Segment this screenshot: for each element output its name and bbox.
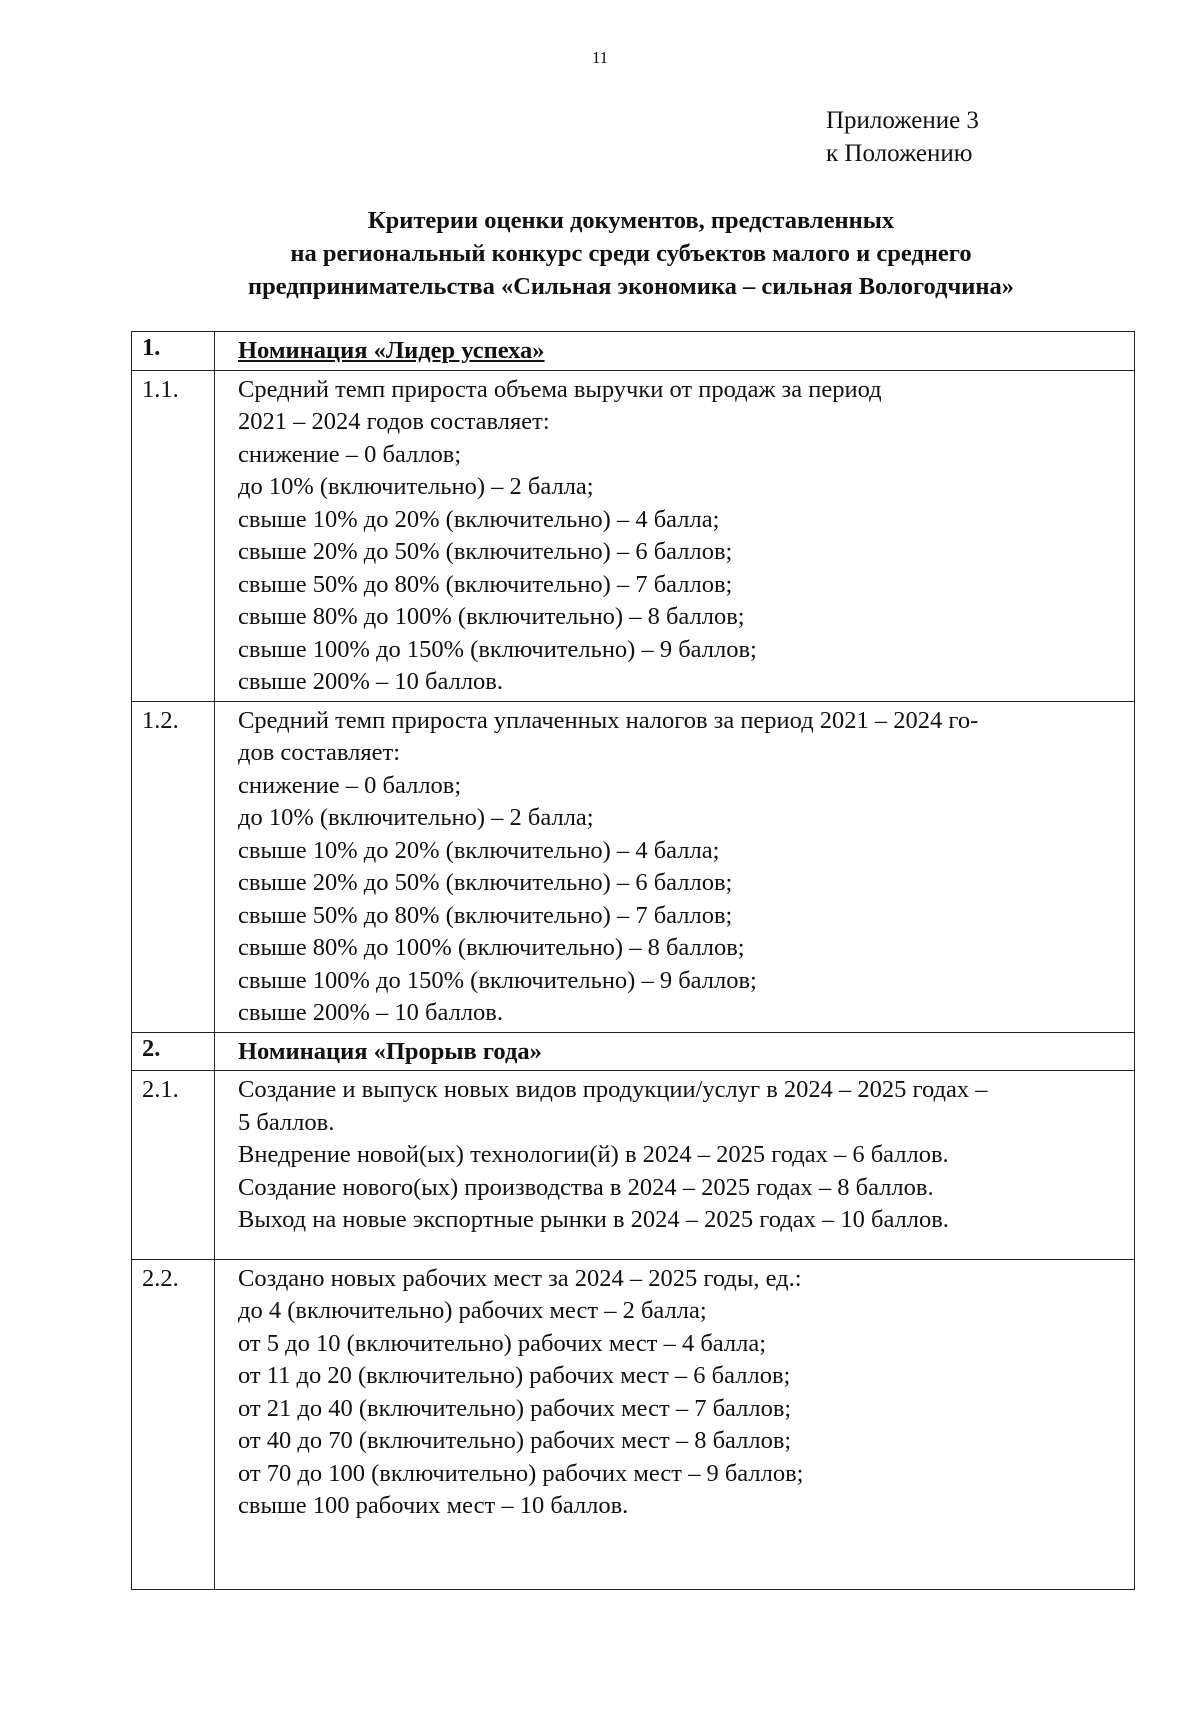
criterion-line: свыше 10% до 20% (включительно) – 4 балла; (238, 836, 720, 864)
appendix-reference (826, 104, 979, 170)
criterion-number: 1.1. (132, 370, 215, 701)
nomination-number: 1. (132, 332, 215, 371)
title-line-2: на региональный конкурс среди субъектов малого и среднего (290, 240, 972, 267)
criterion-line: Создание и выпуск новых видов продукции/услуг в 2024 – 2025 годах – (238, 1076, 988, 1103)
criterion-line: 2021 – 2024 годов составляет: (238, 408, 550, 435)
document-title (0, 204, 1200, 303)
criterion-line: до 4 (включительно) рабочих мест – 2 балла; (238, 1297, 707, 1324)
criterion-line: Выход на новые экспортные рынки в 2024 – 2025 годах – 10 баллов. (238, 1206, 949, 1233)
criterion-line: от 40 до 70 (включительно) рабочих мест – 8 баллов; (238, 1427, 792, 1454)
nomination-title (215, 332, 1135, 371)
criterion-line: свыше 20% до 50% (включительно) – 6 баллов; (238, 538, 733, 565)
criterion-line: свыше 50% до 80% (включительно) – 7 баллов; (238, 570, 733, 598)
criterion-text (215, 370, 1135, 701)
criterion-line: свыше 80% до 100% (включительно) – 8 баллов; (238, 934, 745, 961)
criterion-row-2-1 (132, 1071, 1135, 1260)
criterion-number: 1.2. (132, 701, 215, 1032)
criterion-line: дов составляет: (238, 739, 401, 766)
criterion-line: свыше 200% – 10 баллов. (238, 668, 504, 695)
appendix-line-2: к Положению (826, 140, 973, 167)
criterion-text (215, 701, 1135, 1032)
criterion-line: свыше 100% до 150% (включительно) – 9 баллов; (238, 966, 757, 994)
criteria-table (131, 331, 1135, 1590)
criterion-line: свыше 50% до 80% (включительно) – 7 баллов; (238, 901, 733, 929)
criterion-line: от 21 до 40 (включительно) рабочих мест – 7 баллов; (238, 1394, 792, 1422)
criterion-number: 2.1. (132, 1071, 215, 1260)
criterion-line: свыше 200% – 10 баллов. (238, 999, 504, 1026)
criterion-line: до 10% (включительно) – 2 балла; (238, 473, 594, 500)
criterion-line: от 70 до 100 (включительно) рабочих мест – 9 баллов; (238, 1459, 804, 1487)
criterion-line: свыше 10% до 20% (включительно) – 4 балла; (238, 505, 720, 533)
nomination-number: 2. (132, 1032, 215, 1071)
criterion-line: до 10% (включительно) – 2 балла; (238, 804, 594, 831)
criterion-line: Средний темп прироста уплаченных налогов за период 2021 – 2024 го- (238, 706, 979, 734)
criterion-line: свыше 80% до 100% (включительно) – 8 баллов; (238, 603, 745, 630)
criterion-line: снижение – 0 баллов; (238, 771, 462, 799)
criterion-line: Создание нового(ых) производства в 2024 – 2025 годах – 8 баллов. (238, 1173, 934, 1201)
criterion-line: Внедрение новой(ых) технологии(й) в 2024 – 2025 годах – 6 баллов. (238, 1141, 949, 1168)
criterion-row-2-2 (132, 1259, 1135, 1589)
criterion-row-1-1 (132, 370, 1135, 701)
nomination-title: Номинация «Прорыв года» (215, 1032, 1135, 1071)
criterion-line: снижение – 0 баллов; (238, 440, 462, 468)
criterion-number: 2.2. (132, 1259, 215, 1589)
nomination-row-breakthrough (132, 1032, 1135, 1071)
criterion-row-1-2 (132, 701, 1135, 1032)
nomination-row-leader (132, 332, 1135, 371)
criterion-line: свыше 100% до 150% (включительно) – 9 баллов; (238, 635, 757, 663)
nomination-title-text: Номинация «Лидер успеха» (238, 337, 545, 364)
appendix-line-1: Приложение 3 (826, 107, 979, 134)
page-number: 11 (591, 48, 609, 67)
criterion-line: Создано новых рабочих мест за 2024 – 2025 годы, ед.: (238, 1264, 802, 1292)
criterion-line: от 5 до 10 (включительно) рабочих мест – 4 балла; (238, 1329, 767, 1357)
criterion-line: Средний темп прироста объема выручки от продаж за период (238, 375, 882, 403)
criterion-line: свыше 100 рабочих мест – 10 баллов. (238, 1492, 629, 1519)
criterion-text (215, 1259, 1135, 1589)
title-line-3: предпринимательства «Сильная экономика – сильная Вологодчина» (247, 273, 1015, 300)
criterion-line: от 11 до 20 (включительно) рабочих мест – 6 баллов; (238, 1362, 791, 1389)
title-line-1: Критерии оценки документов, представленных (367, 207, 895, 234)
criterion-line: 5 баллов. (238, 1108, 335, 1136)
criterion-text (215, 1071, 1135, 1260)
criterion-line: свыше 20% до 50% (включительно) – 6 баллов; (238, 869, 733, 896)
